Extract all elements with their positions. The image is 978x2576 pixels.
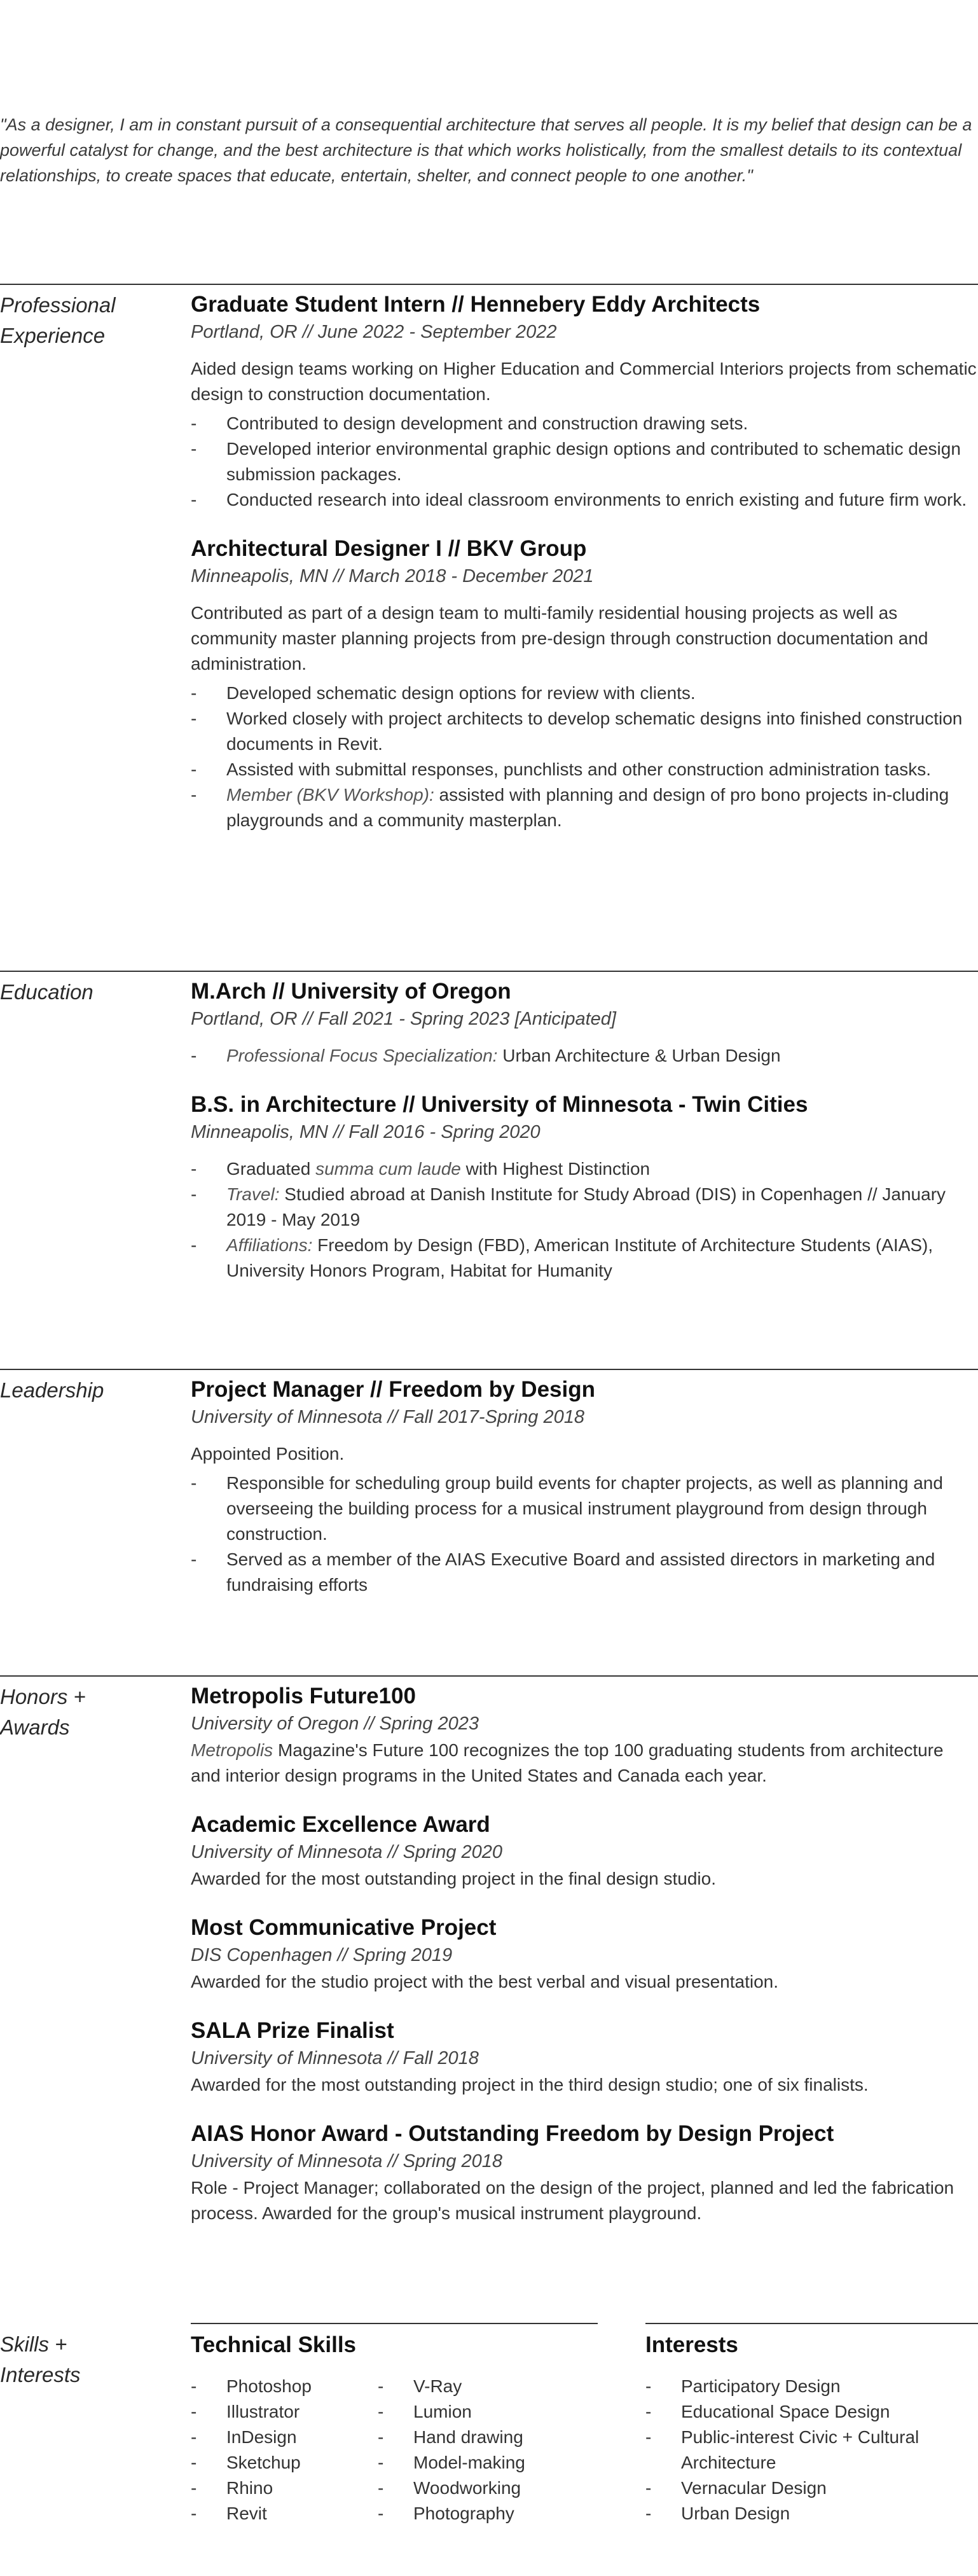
list-item: - Vernacular Design bbox=[645, 2476, 978, 2501]
leadership-entries bbox=[191, 1375, 978, 1619]
technical-skills-list bbox=[191, 2374, 375, 2526]
entry-bullets bbox=[191, 1156, 978, 1284]
section-skills bbox=[0, 2323, 978, 2576]
section-label-experience: Professional Experience bbox=[0, 293, 116, 347]
list-item: - Illustrator bbox=[191, 2399, 375, 2425]
entry-description: Awarded for the studio project with the best verbal and visual presentation. bbox=[191, 1972, 779, 1991]
personal-statement: "As a designer, I am in constant pursuit of a consequential architecture that serves all people. It is my belief that design can be a powerful catalyst for change, and the best architecture is that which works holistically, from the smallest details to its contextual relationships, to create spaces that educate, entertain, shelter, and connect people to one another." bbox=[0, 115, 972, 185]
bullet-item: - Worked closely with project architects to develop schematic designs into finished construction documents in Revit. bbox=[191, 706, 978, 757]
honor-entry bbox=[191, 1913, 978, 1995]
entry-description: Awarded for the most outstanding project in the third design studio; one of six finalists. bbox=[191, 2075, 869, 2095]
leadership-entry bbox=[191, 1375, 978, 1598]
section-experience bbox=[0, 284, 978, 946]
entry-subtitle: Minneapolis, MN // Fall 2016 - Spring 2020 bbox=[191, 1122, 541, 1142]
entry-bullets bbox=[191, 411, 978, 513]
entry-subtitle: University of Minnesota // Spring 2020 bbox=[191, 1842, 503, 1862]
bullet-text: Graduated bbox=[226, 1159, 316, 1179]
bullet-item: - Served as a member of the AIAS Executive Board and assisted directors in marketing and fundraising efforts bbox=[191, 1547, 978, 1598]
section-leadership bbox=[0, 1369, 978, 1650]
list-item: - Photography bbox=[378, 2501, 594, 2526]
entry-description: Role - Project Manager; collaborated on the design of the project, planned and led the fabrication process. Awarded for the group's musical instrument playground. bbox=[191, 2178, 954, 2223]
entry-bullets bbox=[191, 1471, 978, 1598]
honor-entry bbox=[191, 1682, 978, 1789]
list-item: - Lumion bbox=[378, 2399, 594, 2425]
bullet-item: - Assisted with submittal responses, punchlists and other construction administration tasks. bbox=[191, 757, 978, 782]
entry-title: Graduate Student Intern // Hennebery Eddy Architects bbox=[191, 292, 761, 317]
bullet-item: - Developed interior environmental graphic design options and contributed to schematic design submission packages. bbox=[191, 436, 978, 487]
section-label-leadership: Leadership bbox=[0, 1378, 104, 1402]
entry-subtitle: Portland, OR // June 2022 - September 2022 bbox=[191, 322, 557, 342]
bullet-item bbox=[191, 782, 978, 833]
entry-subtitle: University of Minnesota // Spring 2018 bbox=[191, 2151, 503, 2171]
technical-skills-list bbox=[378, 2374, 594, 2526]
bullet-item: - Responsible for scheduling group build events for chapter projects, as well as planning and overseeing the building process for a musical instrument playground from design through construction. bbox=[191, 1471, 978, 1547]
education-entry-minnesota bbox=[191, 1090, 978, 1284]
section-education bbox=[0, 971, 978, 1341]
entry-title: Project Manager // Freedom by Design bbox=[191, 1377, 595, 1402]
bullet-item bbox=[191, 1233, 978, 1284]
entry-description: Awarded for the most outstanding project in the final design studio. bbox=[191, 1869, 716, 1888]
entry-title: B.S. in Architecture // University of Minnesota - Twin Cities bbox=[191, 1092, 808, 1117]
technical-skills-heading: Technical Skills bbox=[191, 2332, 357, 2357]
entry-title: SALA Prize Finalist bbox=[191, 2018, 394, 2043]
honor-entry bbox=[191, 2119, 978, 2226]
list-item: - Educational Space Design bbox=[645, 2399, 978, 2425]
technical-skills-column bbox=[191, 2323, 598, 2523]
honor-entry bbox=[191, 1810, 978, 1892]
list-item: - Hand drawing bbox=[378, 2425, 594, 2450]
bullet-text: Freedom by Design (FBD), American Institute of Architecture Students (AIAS), University Honors Program, Habitat for Humanity bbox=[226, 1235, 933, 1280]
bullet-emphasis: Affiliations: bbox=[226, 1235, 313, 1255]
list-item: - Model-making bbox=[378, 2450, 594, 2476]
section-honors bbox=[0, 1675, 978, 2300]
list-item: - Rhino bbox=[191, 2476, 375, 2501]
list-item: - Woodworking bbox=[378, 2476, 594, 2501]
entry-title: Most Communicative Project bbox=[191, 1915, 497, 1940]
list-item: - Public-interest Civic + Cultural Architecture bbox=[645, 2425, 978, 2476]
desc-text: Magazine's Future 100 recognizes the top 100 graduating students from architecture and interior design programs in the United States and Canada each year. bbox=[191, 1740, 944, 1785]
entry-description bbox=[191, 1738, 978, 1789]
entry-title: Metropolis Future100 bbox=[191, 1684, 416, 1708]
entry-bullets bbox=[191, 681, 978, 833]
section-label-skills: Skills + Interests bbox=[0, 2332, 81, 2386]
honor-entry bbox=[191, 2016, 978, 2098]
entry-title: Architectural Designer I // BKV Group bbox=[191, 536, 587, 561]
interests-heading: Interests bbox=[645, 2332, 738, 2357]
entry-title: M.Arch // University of Oregon bbox=[191, 979, 511, 1004]
list-item: - InDesign bbox=[191, 2425, 375, 2450]
list-item: - Urban Design bbox=[645, 2501, 978, 2526]
bullet-text: assisted with planning and design of pro bono projects in-cluding playgrounds and a community masterplan. bbox=[226, 785, 949, 830]
list-item: - V-Ray bbox=[378, 2374, 594, 2399]
bullet-item: - Contributed to design development and construction drawing sets. bbox=[191, 411, 978, 436]
list-item: - Participatory Design bbox=[645, 2374, 978, 2399]
bullet-item: - Conducted research into ideal classroom environments to enrich existing and future firm work. bbox=[191, 487, 978, 513]
list-item: - Revit bbox=[191, 2501, 375, 2526]
entry-title: Academic Excellence Award bbox=[191, 1812, 490, 1837]
bullet-text: with Highest Distinction bbox=[460, 1159, 651, 1179]
experience-entry-hennebery bbox=[191, 290, 978, 513]
list-item: - Photoshop bbox=[191, 2374, 375, 2399]
entry-subtitle: University of Minnesota // Fall 2018 bbox=[191, 2048, 479, 2068]
bullet-emphasis: Member (BKV Workshop): bbox=[226, 785, 434, 805]
bullet-text: Studied abroad at Danish Institute for Study Abroad (DIS) in Copenhagen // January 2019 - May 2019 bbox=[226, 1184, 946, 1229]
entry-subtitle: Portland, OR // Fall 2021 - Spring 2023 [Anticipated] bbox=[191, 1009, 616, 1029]
interests-column bbox=[645, 2323, 978, 2526]
education-entries bbox=[191, 977, 978, 1305]
experience-entry-bkv bbox=[191, 534, 978, 833]
entry-subtitle: University of Minnesota // Fall 2017-Spring 2018 bbox=[191, 1407, 584, 1427]
bullet-emphasis: summa cum laude bbox=[315, 1159, 461, 1179]
interests-list bbox=[645, 2374, 978, 2526]
entry-subtitle: University of Oregon // Spring 2023 bbox=[191, 1714, 479, 1734]
entry-bullets bbox=[191, 1043, 978, 1069]
bullet-emphasis: Professional Focus Specialization: bbox=[226, 1046, 498, 1065]
bullet-item bbox=[191, 1043, 978, 1069]
entry-title: AIAS Honor Award - Outstanding Freedom by Design Project bbox=[191, 2121, 834, 2146]
list-item: - Sketchup bbox=[191, 2450, 375, 2476]
entry-subtitle: DIS Copenhagen // Spring 2019 bbox=[191, 1945, 453, 1965]
entry-subtitle: Minneapolis, MN // March 2018 - December 2021 bbox=[191, 566, 594, 586]
education-entry-oregon bbox=[191, 977, 978, 1069]
bullet-item bbox=[191, 1182, 978, 1233]
section-label-education: Education bbox=[0, 980, 93, 1004]
entry-description: Appointed Position. bbox=[191, 1444, 345, 1464]
honors-entries bbox=[191, 1682, 978, 2248]
bullet-emphasis: Travel: bbox=[226, 1184, 280, 1204]
bullet-item: - Developed schematic design options for review with clients. bbox=[191, 681, 978, 706]
experience-entries bbox=[191, 290, 978, 855]
entry-description: Aided design teams working on Higher Education and Commercial Interiors projects from schematic design to construction documentation. bbox=[191, 359, 977, 404]
section-label-honors: Honors + Awards bbox=[0, 1685, 86, 1739]
desc-emphasis: Metropolis bbox=[191, 1740, 273, 1760]
bullet-text: Urban Architecture & Urban Design bbox=[497, 1046, 781, 1065]
entry-description: Contributed as part of a design team to multi-family residential housing projects as well as community master planning projects from pre-design through construction documentation and administration. bbox=[191, 603, 928, 674]
bullet-item bbox=[191, 1156, 978, 1182]
